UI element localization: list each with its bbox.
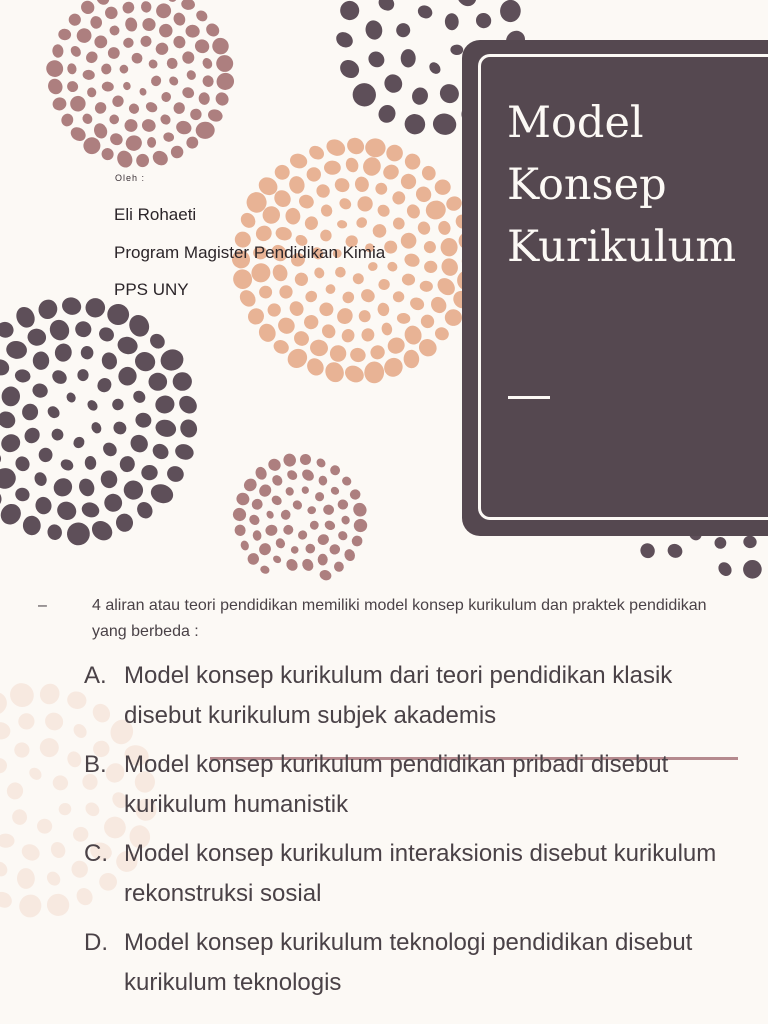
intro-text: 4 aliran atau teori pendidikan memiliki model konsep kurikulum dan praktek pendidikan yang berbeda : xyxy=(92,597,707,640)
list-item-text: Model konsep kurikulum teknologi pendidikan disebut kurikulum teknologis xyxy=(124,929,693,996)
author-program: Program Magister Pendidikan Kimia xyxy=(114,242,386,262)
list-item-text: Model konsep kurikulum dari teori pendidikan klasik disebut kurikulum subjek akademis xyxy=(124,662,673,729)
list-item-label: D. xyxy=(84,929,108,956)
list-item-label: B. xyxy=(84,751,107,778)
author-name: Eli Rohaeti xyxy=(114,205,197,224)
list-item-label: A. xyxy=(84,662,107,689)
author-block xyxy=(114,196,385,309)
slide-title xyxy=(507,92,736,278)
title-underline xyxy=(508,396,550,399)
by-label: Oleh : xyxy=(115,173,146,183)
list-item-label: C. xyxy=(84,840,108,867)
content-slide xyxy=(0,576,768,1024)
intro-bullet: – xyxy=(38,597,47,614)
list-item-text: Model konsep kurikulum pendidikan pribadi disebut kurikulum humanistik xyxy=(124,751,669,818)
title-line: Konsep xyxy=(507,160,667,210)
title-line: Model xyxy=(507,98,644,148)
title-line: Kurikulum xyxy=(507,222,737,272)
title-panel xyxy=(462,40,768,536)
author-institution: PPS UNY xyxy=(114,280,189,299)
list-item-text: Model konsep kurikulum interaksionis disebut kurikulum rekonstruksi sosial xyxy=(124,840,717,907)
